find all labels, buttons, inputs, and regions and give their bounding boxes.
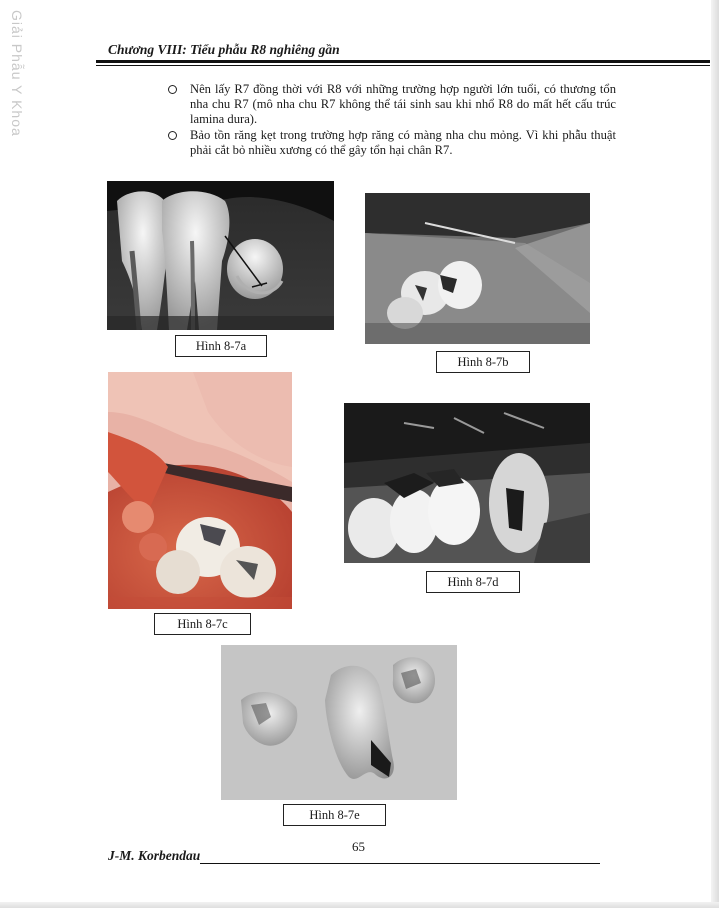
bullet-item (168, 82, 616, 127)
header-rule-thick (96, 60, 710, 63)
bullet-text: Nên lấy R7 đồng thời với R8 với những trường hợp người lớn tuổi, có thương tổn nha chu R7 (mô nha chu R7 không thể tái sinh sau khi nhổ R8 do mất hết cấu trúc lamina dura). (190, 82, 616, 126)
figure-8-7c-photo (108, 372, 292, 609)
figure-8-7b-photo (365, 193, 590, 344)
chapter-header: Chương VIII: Tiểu phẫu R8 nghiêng gần (108, 42, 340, 57)
circle-bullet-icon (168, 85, 177, 94)
figure-caption-8-7a: Hình 8-7a (175, 335, 267, 357)
footer-rule (200, 863, 600, 864)
bullet-list (168, 82, 616, 159)
figure-caption-8-7e: Hình 8-7e (283, 804, 386, 826)
figure-8-7d-photo (344, 403, 590, 563)
page-bottom-shadow (0, 902, 719, 908)
circle-bullet-icon (168, 131, 177, 140)
figure-8-7a-xray (107, 181, 334, 330)
figure-caption-8-7d: Hình 8-7d (426, 571, 520, 593)
page-edge-shadow (711, 0, 719, 908)
page-number: 65 (352, 839, 365, 854)
watermark: Giải Phẫu Y Khoa (9, 10, 25, 137)
header-rule-thin (96, 65, 710, 66)
figure-caption-8-7c: Hình 8-7c (154, 613, 251, 635)
bullet-item (168, 128, 616, 158)
bullet-text: Bảo tồn răng kẹt trong trường hợp răng có màng nha chu mỏng. Vì khi phẫu thuật phải cắt bỏ nhiều xương có thể gây tổn hại chân R7. (190, 128, 616, 157)
figure-caption-8-7b: Hình 8-7b (436, 351, 530, 373)
figure-8-7e-photo (221, 645, 457, 800)
footer-author: J-M. Korbendau (108, 848, 201, 863)
